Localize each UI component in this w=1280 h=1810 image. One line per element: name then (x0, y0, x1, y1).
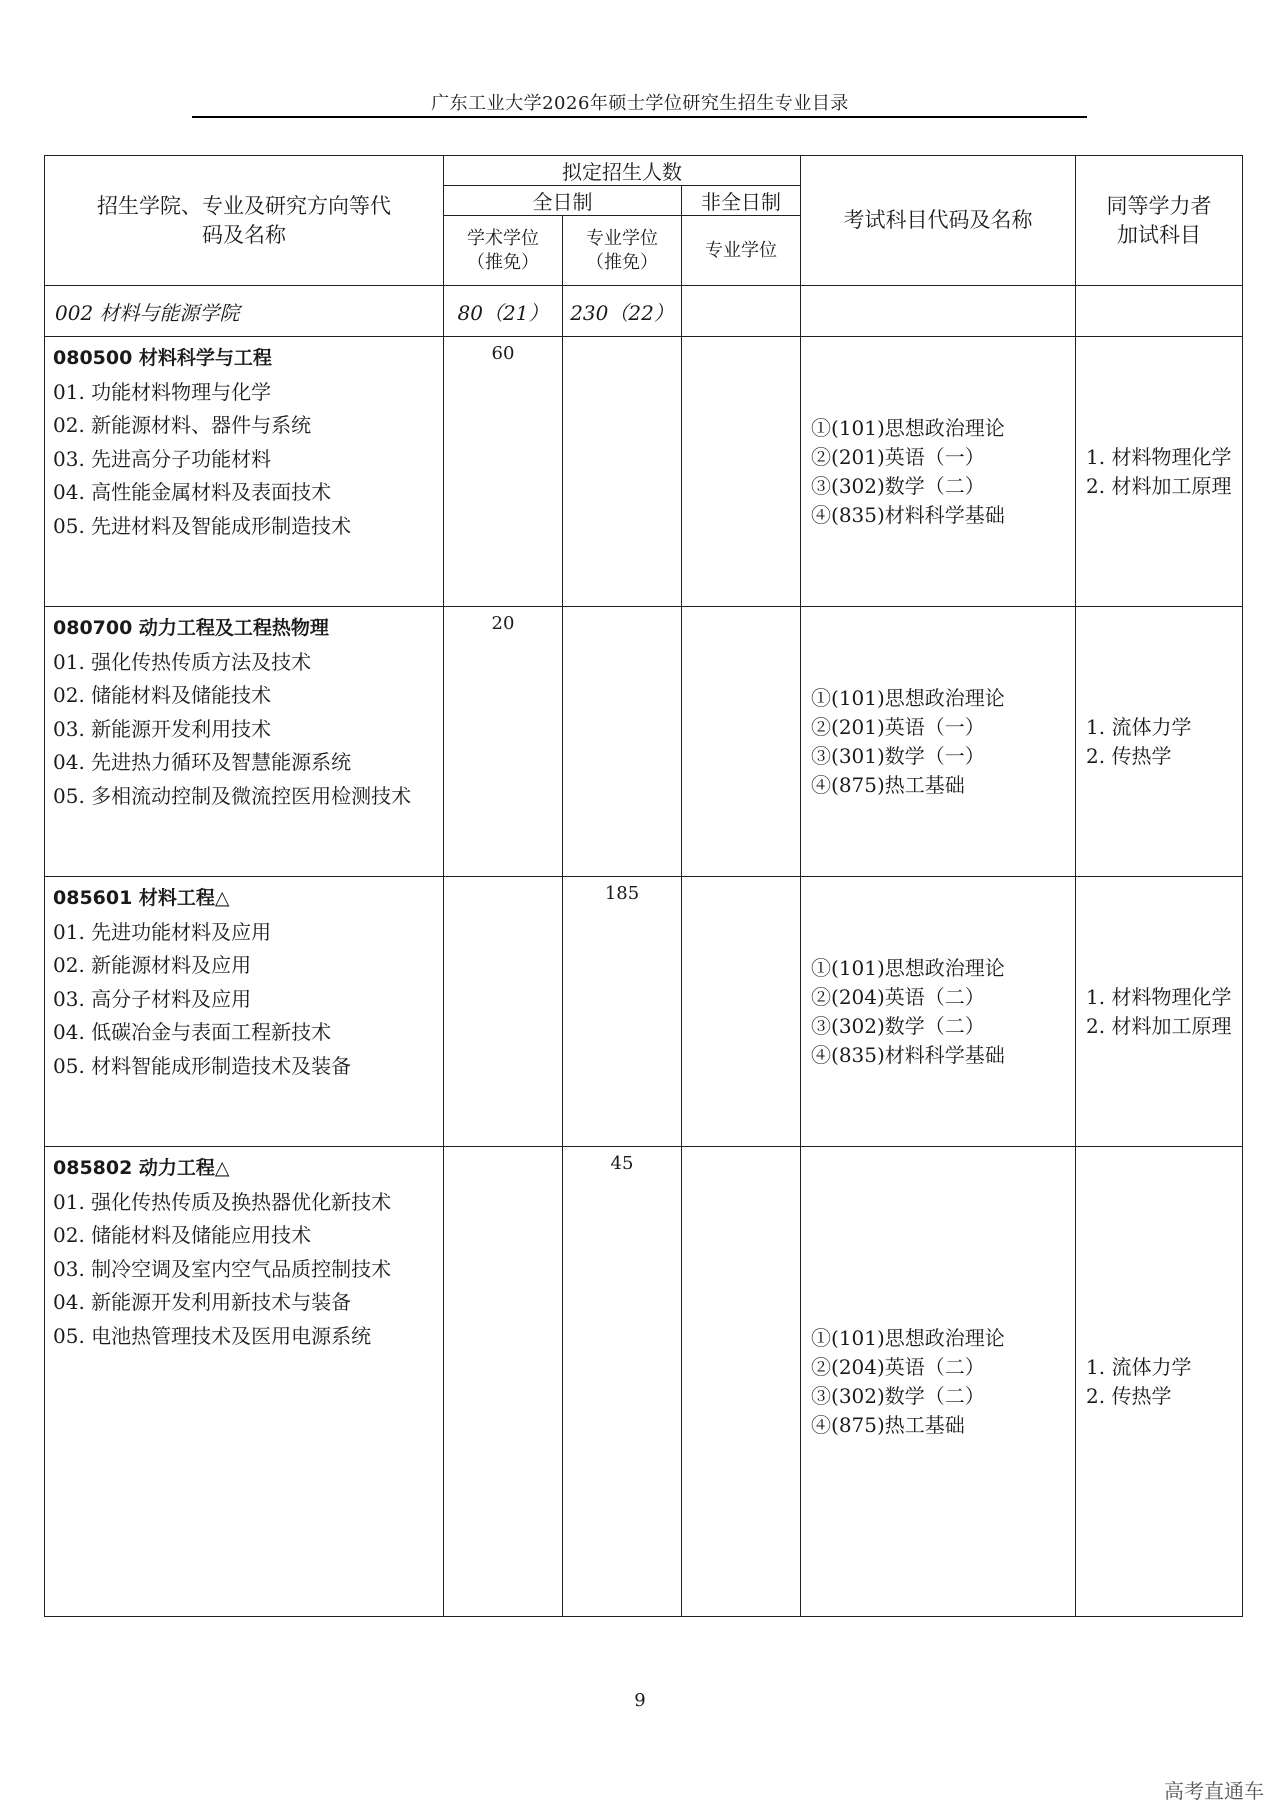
exam-item: ③(302)数学（二） (811, 473, 985, 498)
major-title: 080500 材料科学与工程 (53, 347, 272, 369)
major-cell (45, 607, 444, 877)
college-professional: 230（22） (563, 286, 682, 337)
header-professional-text: 专业学位（推免） (586, 227, 658, 273)
exam-subjects (801, 337, 1076, 607)
exam-subjects (801, 877, 1076, 1147)
exam-item: ①(101)思想政治理论 (811, 955, 1005, 980)
exam-subjects (801, 607, 1076, 877)
extra-item: 2. 材料加工原理 (1086, 473, 1232, 498)
exam-item: ①(101)思想政治理论 (811, 685, 1005, 710)
professional-quota: 185 (563, 877, 682, 1147)
academic-quota: 20 (444, 607, 563, 877)
catalog-table (44, 155, 1243, 1617)
header-parttime-professional: 专业学位 (682, 216, 801, 286)
academic-quota: 60 (444, 337, 563, 607)
header-major-text: 招生学院、专业及研究方向等代码及名称 (97, 193, 391, 247)
header-academic-text: 学术学位（推免） (467, 227, 539, 273)
direction-item: 03. 新能源开发利用技术 (53, 716, 272, 741)
professional-quota (563, 337, 682, 607)
extra-item: 1. 流体力学 (1086, 714, 1192, 739)
exam-subjects (801, 1147, 1076, 1617)
header-professional (563, 216, 682, 286)
extra-item: 1. 材料物理化学 (1086, 444, 1232, 469)
direction-item: 01. 功能材料物理与化学 (53, 379, 272, 404)
header-extra-text: 同等学力者加试科目 (1106, 193, 1212, 247)
major-title: 080700 动力工程及工程热物理 (53, 617, 329, 639)
header-exam: 考试科目代码及名称 (801, 156, 1076, 286)
direction-item: 05. 材料智能成形制造技术及装备 (53, 1053, 352, 1078)
major-row (45, 607, 1243, 877)
college-empty-2 (801, 286, 1076, 337)
direction-item: 01. 强化传热传质及换热器优化新技术 (53, 1189, 392, 1214)
direction-item: 05. 电池热管理技术及医用电源系统 (53, 1323, 372, 1348)
exam-item: ③(302)数学（二） (811, 1013, 985, 1038)
page-header: 广东工业大学2026年硕士学位研究生招生专业目录 (431, 93, 849, 114)
header-academic (444, 216, 563, 286)
extra-subjects (1076, 607, 1243, 877)
exam-item: ④(835)材料科学基础 (811, 1042, 1005, 1067)
college-name: 002 材料与能源学院 (45, 286, 444, 337)
academic-quota (444, 1147, 563, 1617)
major-title: 085601 材料工程△ (53, 887, 230, 909)
major-title: 085802 动力工程△ (53, 1157, 230, 1179)
extra-item: 2. 传热学 (1086, 1383, 1172, 1408)
extra-subjects (1076, 337, 1243, 607)
direction-item: 02. 新能源材料及应用 (53, 953, 252, 977)
exam-item: ①(101)思想政治理论 (811, 1325, 1005, 1350)
direction-item: 04. 低碳冶金与表面工程新技术 (53, 1020, 332, 1044)
direction-item: 02. 储能材料及储能技术 (53, 683, 272, 707)
college-row (45, 286, 1243, 337)
direction-item: 05. 多相流动控制及微流控医用检测技术 (53, 783, 412, 808)
direction-item: 04. 高性能金属材料及表面技术 (53, 480, 332, 504)
academic-quota (444, 877, 563, 1147)
direction-item: 03. 先进高分子功能材料 (53, 446, 272, 471)
major-cell (45, 337, 444, 607)
direction-item: 01. 先进功能材料及应用 (53, 919, 272, 944)
watermark: 高考直通车 (1164, 1779, 1264, 1803)
exam-item: ②(201)英语（一） (811, 444, 985, 469)
major-cell (45, 1147, 444, 1617)
exam-item: ②(201)英语（一） (811, 714, 985, 739)
extra-item: 2. 传热学 (1086, 743, 1172, 768)
exam-item: ③(301)数学（一） (811, 743, 985, 768)
exam-item: ④(875)热工基础 (811, 772, 965, 797)
direction-item: 01. 强化传热传质方法及技术 (53, 649, 312, 674)
direction-item: 04. 新能源开发利用新技术与装备 (53, 1290, 352, 1314)
parttime-quota (682, 1147, 801, 1617)
major-row (45, 877, 1243, 1147)
exam-item: ②(204)英语（二） (811, 1354, 985, 1379)
major-cell (45, 877, 444, 1147)
extra-item: 1. 流体力学 (1086, 1354, 1192, 1379)
extra-subjects (1076, 1147, 1243, 1617)
header-major (45, 156, 444, 286)
header-fulltime: 全日制 (444, 186, 682, 216)
header-parttime: 非全日制 (682, 186, 801, 216)
header-rule (192, 116, 1087, 118)
major-row (45, 1147, 1243, 1617)
parttime-quota (682, 607, 801, 877)
direction-item: 03. 高分子材料及应用 (53, 986, 252, 1011)
direction-item: 05. 先进材料及智能成形制造技术 (53, 513, 352, 538)
header-extra (1076, 156, 1243, 286)
professional-quota: 45 (563, 1147, 682, 1617)
header-quota: 拟定招生人数 (444, 156, 801, 186)
page-number: 9 (634, 1690, 646, 1711)
extra-item: 2. 材料加工原理 (1086, 1013, 1232, 1038)
parttime-quota (682, 877, 801, 1147)
extra-item: 1. 材料物理化学 (1086, 984, 1232, 1009)
header-row-1 (45, 156, 1243, 186)
extra-subjects (1076, 877, 1243, 1147)
exam-item: ②(204)英语（二） (811, 984, 985, 1009)
major-row (45, 337, 1243, 607)
exam-item: ①(101)思想政治理论 (811, 415, 1005, 440)
professional-quota (563, 607, 682, 877)
college-academic: 80（21） (444, 286, 563, 337)
direction-item: 04. 先进热力循环及智慧能源系统 (53, 750, 352, 774)
college-empty-3 (1076, 286, 1243, 337)
exam-item: ④(875)热工基础 (811, 1412, 965, 1437)
exam-item: ③(302)数学（二） (811, 1383, 985, 1408)
direction-item: 02. 储能材料及储能应用技术 (53, 1223, 312, 1247)
direction-item: 02. 新能源材料、器件与系统 (53, 413, 312, 437)
exam-item: ④(835)材料科学基础 (811, 502, 1005, 527)
parttime-quota (682, 337, 801, 607)
college-empty-1 (682, 286, 801, 337)
direction-item: 03. 制冷空调及室内空气品质控制技术 (53, 1256, 392, 1281)
